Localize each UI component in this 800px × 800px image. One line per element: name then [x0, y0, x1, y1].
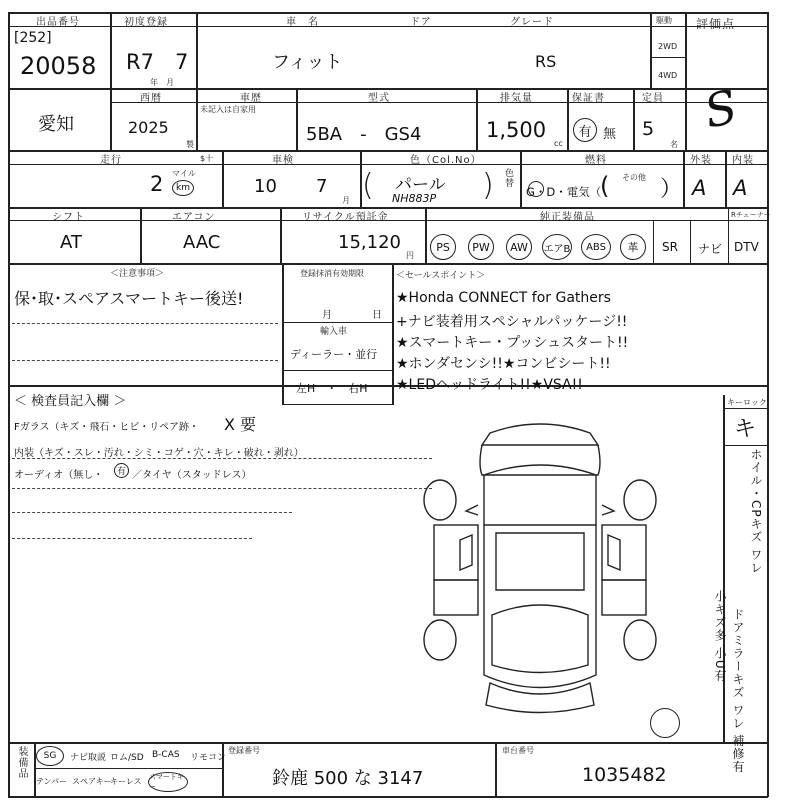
type-label: 型式: [368, 93, 390, 104]
color-label: 色（Col.No）: [410, 155, 482, 166]
grade-value: RS: [535, 52, 557, 71]
car-wheels: [424, 480, 656, 660]
mileage-value: 2: [150, 172, 164, 196]
color-bracket-left: (: [362, 168, 374, 203]
fuel-other: その他: [622, 173, 646, 182]
keylock-box-h: [723, 408, 768, 409]
eq-bcas: B-CAS: [152, 750, 180, 760]
frame-top: [8, 12, 768, 14]
regdate-unit: 月 日: [322, 310, 382, 321]
cc-label: 排気量: [500, 93, 533, 104]
audio-mark: 有: [114, 463, 129, 478]
v22: [392, 263, 394, 405]
v17: [425, 207, 427, 263]
plate-label: 登録番号: [228, 746, 260, 755]
lot-number: 20058: [20, 52, 97, 80]
row-sep-5: [8, 385, 768, 387]
v20: [728, 207, 729, 263]
type-value: 5BA - GS4: [306, 124, 422, 145]
car-mirrors: [466, 505, 614, 515]
eq-sg: SG: [36, 746, 64, 766]
v9: [633, 88, 635, 150]
v15: [140, 207, 142, 263]
ac-label: エアコン: [172, 212, 216, 223]
warranty-label: 保証書: [572, 93, 605, 104]
fh1: [34, 768, 222, 769]
year-value: 2025: [128, 118, 169, 137]
seats-label: 定員: [642, 93, 664, 104]
eq-keyless: キーレス: [110, 777, 142, 786]
inspector-line-interior: 内装（キズ・スレ・汚れ・シミ・コゲ・穴・キレ・破れ・剥れ）: [14, 448, 304, 459]
area-value: 愛知: [38, 114, 74, 135]
v6: [296, 88, 298, 150]
notes-h1: [282, 322, 392, 323]
inspector-line-tire: ／タイヤ（スタッドレス）: [132, 470, 252, 481]
cc-unit: cc: [554, 139, 563, 148]
sales-label: ＜セールスポイント＞: [396, 271, 486, 281]
recycle-unit: 円: [406, 251, 414, 260]
fv3: [495, 742, 497, 797]
car-doors: [434, 525, 646, 615]
car-body-outline: [480, 424, 600, 713]
notes-h2: [282, 370, 392, 371]
v18: [653, 220, 654, 263]
mileage-unit-top: マイル: [172, 169, 196, 178]
int-value: A: [733, 176, 748, 200]
side-note-3: ドアミラーキズ ワレ 補修有: [731, 608, 745, 774]
reg-label: 初度登録: [124, 17, 168, 28]
fuel-label: 燃料: [585, 155, 607, 166]
recolor-label: 色替: [503, 168, 513, 188]
equip-dtv: DTV: [734, 240, 759, 254]
car-diagram: [420, 415, 660, 720]
row-sep-2: [8, 150, 768, 152]
frame-bottom: [8, 796, 768, 798]
v12: [520, 150, 522, 207]
label-line-1: [8, 26, 768, 27]
model-value: フィット: [272, 52, 343, 73]
tuner-label: Rチューナー: [731, 211, 771, 219]
fv1: [34, 742, 36, 797]
history-sub: 未記入は自家用: [200, 105, 256, 114]
equip-leather: 革: [620, 234, 646, 260]
eq-navi-manual: ナビ取説: [70, 753, 107, 763]
sales-point-5: ★LEDヘッドライト!!★VSA!!: [396, 377, 583, 393]
equip-airbag: エアB: [542, 234, 572, 260]
v7: [476, 88, 478, 150]
ac-value: AAC: [183, 232, 221, 253]
caution-text: 保･取･スペアスマートキー後送!: [14, 289, 244, 308]
caution-dash-1: [12, 323, 278, 324]
drive-label: 駆動: [656, 16, 672, 25]
glass-mark: X 要: [224, 415, 257, 434]
empty-mark-circle: [650, 708, 680, 738]
plate-value: 鈴鹿 500 な 3147: [272, 768, 424, 789]
chassis-label: 車台番号: [502, 746, 534, 755]
door-label: ドア: [410, 17, 432, 28]
keylock-value: キ: [734, 417, 757, 442]
equip-sr: SR: [662, 240, 678, 254]
frame-left: [8, 12, 10, 797]
sales-point-4: ★ホンダセンシ!!★コンビシート!!: [396, 356, 611, 372]
keylock-box-left: [723, 395, 725, 742]
recycle-label: リサイクル預託金: [302, 212, 389, 223]
eq-rom-sd: ロム/SD: [110, 753, 144, 763]
eq-smartkey: スマートキー: [148, 772, 188, 792]
equip-navi: ナビ: [698, 242, 723, 256]
inspector-dash-4: [12, 538, 252, 539]
ext-value: A: [692, 176, 707, 200]
equip-pw: PW: [468, 234, 494, 260]
color-bracket-right: ): [482, 168, 494, 203]
label-line-3: [8, 164, 768, 165]
sales-point-1: ★Honda CONNECT for Gathers: [396, 290, 611, 306]
ext-label: 外装: [690, 155, 712, 166]
inspector-dash-3: [12, 512, 292, 513]
import-label: 輸入車: [320, 327, 348, 337]
inspection-unit: 月: [342, 196, 350, 205]
eq-remote: リモコン: [190, 753, 227, 763]
v21: [282, 263, 284, 405]
v4: [685, 12, 687, 88]
label-line-2: [110, 102, 768, 103]
equip-aw: AW: [506, 234, 532, 260]
reg-value: R7 7: [126, 50, 189, 74]
history-label: 車歴: [240, 93, 262, 104]
cc-value: 1,500: [486, 118, 547, 142]
inspector-dash-1: [12, 458, 432, 459]
eq-label: 装備品: [16, 746, 27, 779]
reg-unit: 年 月: [150, 78, 174, 87]
color-value: パール: [395, 175, 446, 195]
fuel-bracket-left: (: [600, 172, 610, 200]
v4b: [685, 88, 687, 150]
row-sep-4: [8, 263, 768, 265]
sen-label: $十: [200, 154, 214, 163]
lot-label: 出品番号: [36, 17, 80, 28]
caution-label: ＜注意事項＞: [110, 269, 165, 279]
row-sep-6: [8, 742, 768, 744]
side-note-1: ホイル・CPキズ ワレ: [749, 448, 763, 575]
chassis-value: 1035482: [582, 764, 667, 786]
shift-value: AT: [60, 232, 82, 253]
lot-sub: [252]: [14, 30, 52, 46]
v19: [690, 220, 691, 263]
seats-unit: 名: [670, 140, 678, 149]
v14: [725, 150, 727, 207]
sales-point-2: +ナビ装着用スペシャルパッケージ!!: [396, 314, 628, 330]
mileage-label: 走行: [100, 155, 122, 166]
score-value: S: [699, 79, 742, 139]
v16: [280, 207, 282, 263]
int-label: 内装: [732, 155, 754, 166]
v8: [567, 88, 569, 150]
fuel-value: G・D・電気（: [526, 185, 602, 199]
warranty-no: 無: [603, 127, 617, 142]
keylock-label: キーロック: [727, 398, 767, 407]
drive-2wd: 2WD: [658, 42, 678, 51]
fuel-g-circle: [528, 181, 544, 197]
v1: [110, 12, 112, 150]
sales-point-3: ★スマートキー・プッシュスタート!!: [396, 335, 629, 351]
notes-h3: [282, 404, 392, 405]
v3: [650, 12, 652, 88]
model-label: 車 名: [286, 17, 319, 28]
score-label: 評価点: [696, 17, 736, 31]
eq-spare-key: スペアキー: [72, 777, 112, 786]
v10: [222, 150, 224, 207]
eq-temper: テンパー: [36, 777, 68, 786]
drive-mid: [650, 57, 685, 58]
recycle-value: 15,120: [338, 232, 401, 253]
warranty-yes: 有: [573, 118, 597, 142]
keylock-box-h2: [723, 445, 768, 446]
inspector-title: ＜ 検査員記入欄 ＞: [14, 394, 127, 409]
equipment-label: 純正装備品: [540, 212, 595, 223]
shift-label: シフト: [52, 212, 85, 223]
equip-ps: PS: [430, 234, 456, 260]
v2: [196, 12, 198, 88]
side-note-2: 小キズ多 小U有: [713, 590, 727, 683]
fuel-close: ）: [660, 177, 683, 202]
import-dealer: ディーラー・並行: [290, 348, 378, 361]
inspection-year: 10: [254, 176, 277, 197]
frame-right: [767, 12, 769, 797]
grade-label: グレード: [510, 17, 554, 28]
caution-dash-2: [12, 360, 278, 361]
v13: [683, 150, 685, 207]
v5: [196, 88, 198, 150]
year-label: 西暦: [140, 93, 162, 104]
year-unit: 製: [186, 140, 194, 149]
color-code: NH883P: [392, 192, 437, 205]
inspector-dash-2: [12, 488, 432, 489]
inspector-line-glass: Fガラス（キズ・飛石・ヒビ・リペア跡・: [14, 422, 200, 433]
seats-value: 5: [642, 118, 655, 140]
inspector-line-audio: オーディオ（無し・: [14, 470, 104, 481]
mileage-unit: km: [172, 180, 194, 196]
handle: 左H ・ 右H: [296, 382, 368, 395]
drive-4wd: 4WD: [658, 71, 678, 80]
equip-abs: ABS: [581, 234, 611, 260]
regdate-label: 登録抹消有効期限: [300, 269, 364, 278]
inspection-label: 車検: [272, 155, 294, 166]
inspection-month: 7: [316, 176, 328, 197]
